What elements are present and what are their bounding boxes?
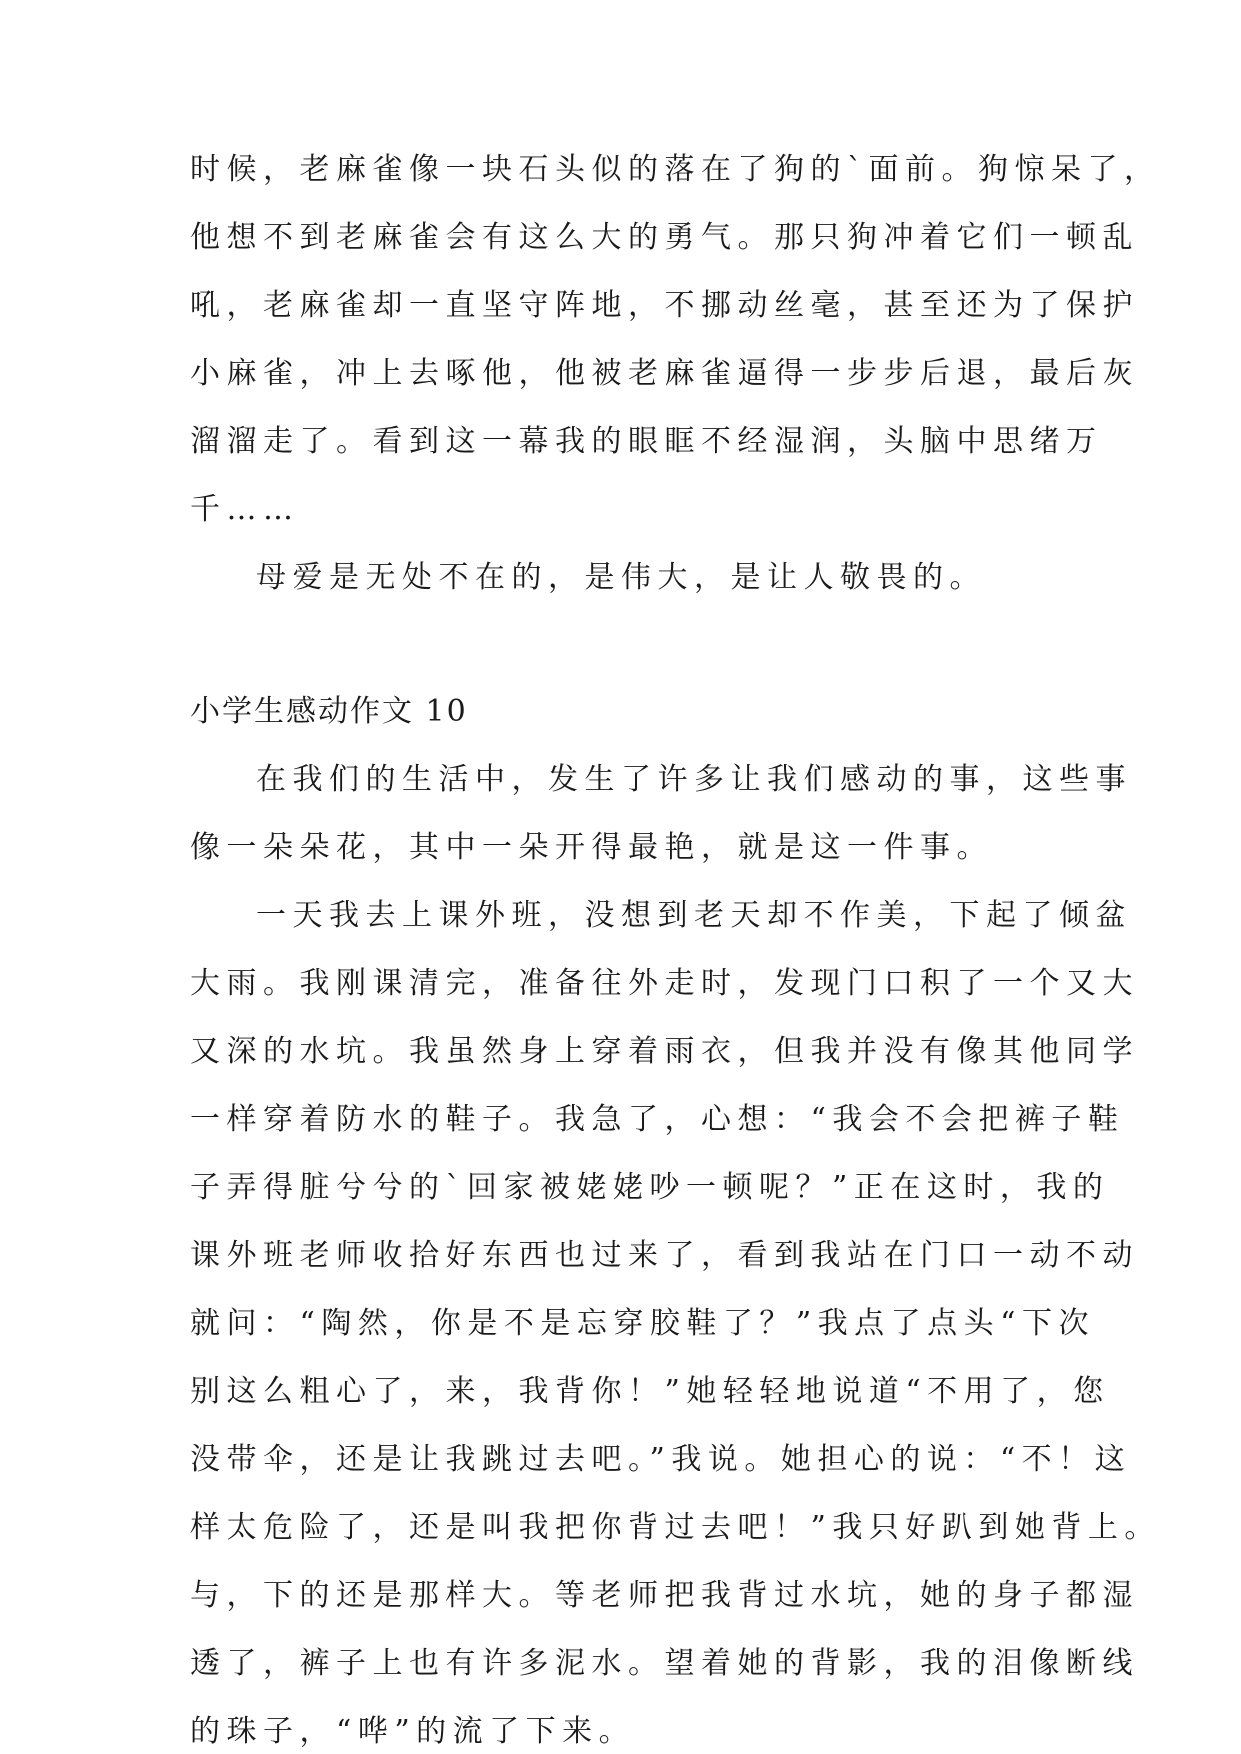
text-line: 像一朵朵花，其中一朵开得最艳，就是这一件事。 [190, 830, 993, 865]
text-line: 小麻雀，冲上去啄他，他被老麻雀逼得一步步后退，最后灰 [190, 356, 1139, 391]
paragraph-first-line: 在我们的生活中，发生了许多让我们感动的事，这些事 [256, 762, 1132, 797]
text-line: 千…… [190, 492, 300, 527]
text-line: 子弄得脏兮兮的`回家被姥姥吵一顿呢？”正在这时，我的 [190, 1170, 1110, 1205]
text-line: 透了，裤子上也有许多泥水。望着她的背影，我的泪像断线 [190, 1646, 1139, 1681]
text-line: 大雨。我刚课清完，准备往外走时，发现门口积了一个又大 [190, 966, 1139, 1001]
paragraph-first-line: 母爱是无处不在的，是伟大，是让人敬畏的。 [256, 560, 986, 595]
text-line: 就问：“陶然，你是不是忘穿胶鞋了？”我点了点头“下次 [190, 1306, 1096, 1341]
text-line: 一样穿着防水的鞋子。我急了，心想：“我会不会把裤子鞋 [190, 1102, 1125, 1137]
text-line: 吼，老麻雀却一直坚守阵地，不挪动丝毫，甚至还为了保护 [190, 288, 1139, 323]
text-line: 样太危险了，还是叫我把你背过去吧！”我只好趴到她背上。 [190, 1510, 1161, 1545]
text-line: 溜溜走了。看到这一幕我的眼眶不经湿润，头脑中思绪万 [190, 424, 1103, 459]
text-line: 的珠子，“哗”的流了下来。 [190, 1714, 636, 1749]
essay-title: 小学生感动作文 10 [190, 694, 468, 729]
text-line: 没带伞，还是让我跳过去吧。”我说。她担心的说：“不！这 [190, 1442, 1132, 1477]
text-line: 他想不到老麻雀会有这么大的勇气。那只狗冲着它们一顿乱 [190, 220, 1139, 255]
text-line: 课外班老师收拾好东西也过来了，看到我站在门口一动不动 [190, 1238, 1139, 1273]
text-line: 时候，老麻雀像一块石头似的落在了狗的`面前。狗惊呆了， [190, 152, 1161, 187]
paragraph-first-line: 一天我去上课外班，没想到老天却不作美，下起了倾盆 [256, 898, 1132, 933]
text-line: 别这么粗心了，来，我背你！”她轻轻地说道“不用了，您 [190, 1374, 1110, 1409]
text-line: 又深的水坑。我虽然身上穿着雨衣，但我并没有像其他同学 [190, 1034, 1139, 1069]
text-line: 与，下的还是那样大。等老师把我背过水坑，她的身子都湿 [190, 1578, 1139, 1613]
